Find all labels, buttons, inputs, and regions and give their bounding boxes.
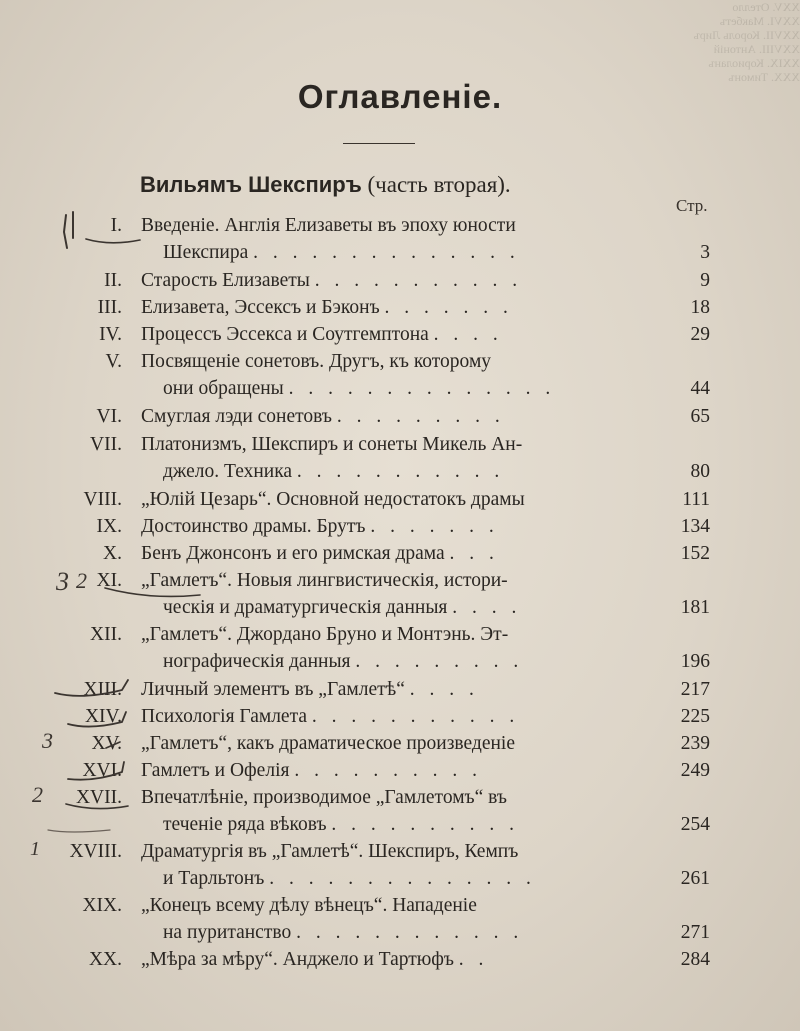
dot-leader: . . . . . . . (384, 297, 513, 318)
page-number: 152 (680, 543, 710, 564)
dot-leader: . . . . . . . . . . . . . . (269, 868, 536, 889)
chapter-title (141, 947, 651, 973)
pencil-number: 3 (42, 728, 53, 753)
toc-entry-line (0, 866, 800, 892)
chapter-title (163, 459, 673, 485)
chapter-title (163, 866, 673, 892)
chapter-title-text: Платонизмъ, Шекспиръ и сонеты Микель Ан- (141, 434, 523, 455)
chapter-number: XIX. (82, 895, 122, 916)
chapter-title (141, 785, 651, 811)
dot-leader: . . . . . . . . . . . . . . (253, 242, 520, 263)
chapter-title-text: Впечатлѣніе, производимое „Гамлетомъ“ въ (141, 787, 507, 808)
dot-leader: . . (458, 949, 489, 970)
chapter-title (141, 404, 651, 430)
chapter-title-text: и Тарльтонъ (163, 868, 265, 889)
chapter-title-text: „Гамлетъ“. Джордано Бруно и Монтэнь. Эт- (141, 624, 509, 645)
chapter-title-text: Введеніе. Англія Елизаветы въ эпоху юности (141, 215, 516, 236)
page-number: 111 (682, 489, 710, 510)
chapter-number: VII. (90, 434, 122, 455)
page-number: 196 (680, 651, 710, 672)
chapter-title (141, 731, 651, 757)
page-number: 254 (680, 814, 710, 835)
chapter-title-text: Смуглая лэди сонетовъ (141, 406, 332, 427)
chapter-title (163, 812, 673, 838)
toc-entry-line (0, 812, 800, 838)
toc-entry-line (0, 704, 800, 730)
chapter-title-text: „Мѣра за мѣру“. Анджело и Тартюфъ (141, 949, 454, 970)
chapter-number: XX. (88, 949, 122, 970)
chapter-title-text: Личный элементъ въ „Гамлетѣ“ (141, 679, 405, 700)
dot-leader: . . . . (433, 324, 503, 345)
chapter-number: VI. (96, 406, 122, 427)
page-number: 225 (680, 706, 710, 727)
pencil-number: 2 (76, 568, 87, 593)
chapter-number: IX. (96, 516, 122, 537)
chapter-title (141, 758, 651, 784)
dot-leader: . . . . . . . . . (355, 651, 524, 672)
page-number: 18 (690, 297, 710, 318)
pencil-number: 1 (30, 838, 40, 860)
page-number: 29 (690, 324, 710, 345)
page-number: 80 (690, 461, 710, 482)
chapter-title (141, 295, 651, 321)
toc-entry-line (0, 240, 800, 266)
chapter-title (141, 893, 651, 919)
section-heading-author: Вильямъ Шекспиръ (140, 172, 362, 197)
chapter-title-text: Бенъ Джонсонъ и его римская драма (141, 543, 445, 564)
page-number: 65 (690, 406, 710, 427)
toc-entry-line (0, 213, 800, 239)
toc-entry-line (0, 758, 800, 784)
chapter-title (141, 622, 651, 648)
title-divider (343, 143, 415, 144)
chapter-number: XIV. (84, 706, 122, 727)
chapter-number: VIII. (83, 489, 122, 510)
chapter-title (141, 704, 651, 730)
section-heading-part: (часть вторая). (367, 172, 511, 197)
page-number: 217 (680, 679, 710, 700)
chapter-number: XVIII. (69, 841, 122, 862)
toc-entry-line (0, 268, 800, 294)
chapter-title-text: Драматургія въ „Гамлетѣ“. Шекспиръ, Кемпъ (141, 841, 519, 862)
chapter-title (141, 568, 651, 594)
toc-entry-line (0, 541, 800, 567)
page-number: 249 (680, 760, 710, 781)
toc-entry-line (0, 568, 800, 594)
pencil-number: 3 (56, 567, 69, 596)
chapter-title-text: „Гамлетъ“, какъ драматическое произведеніе (141, 733, 515, 754)
toc-entry-line (0, 376, 800, 402)
toc-entry-line (0, 514, 800, 540)
toc-entry-line (0, 404, 800, 430)
chapter-title (141, 213, 651, 239)
chapter-title (141, 487, 651, 513)
chapter-title-text: джело. Техника (163, 461, 293, 482)
toc-entry-line (0, 322, 800, 348)
chapter-title (141, 514, 651, 540)
chapter-title-text: теченіе ряда вѣковъ (163, 814, 327, 835)
chapter-number: IV. (99, 324, 122, 345)
page-number: 261 (680, 868, 710, 889)
chapter-title-text: Психологія Гамлета (141, 706, 307, 727)
dot-leader: . . . . (409, 679, 479, 700)
chapter-title (141, 268, 651, 294)
dot-leader: . . . . . . . . . . . (296, 461, 505, 482)
toc-entry-line (0, 349, 800, 375)
chapter-title-text: Елизавета, Эссексъ и Бэконъ (141, 297, 380, 318)
chapter-number: XII. (90, 624, 122, 645)
toc-entry-line (0, 947, 800, 973)
toc-entry-line (0, 677, 800, 703)
toc-entry-line (0, 920, 800, 946)
chapter-title-text: Достоинство драмы. Брутъ (141, 516, 366, 537)
page-title: Оглавленіе. (297, 78, 503, 115)
chapter-title-text: на пуританство (163, 922, 292, 943)
toc-entry-line (0, 731, 800, 757)
page-number: 181 (680, 597, 710, 618)
dot-leader: . . . . . . . . . . (331, 814, 520, 835)
page-number: 3 (700, 242, 710, 263)
chapter-title-text: Шекспира (163, 242, 249, 263)
chapter-title-text: Процессъ Эссекса и Соутгемптона (141, 324, 429, 345)
page-number: 44 (690, 378, 710, 399)
chapter-title (141, 349, 651, 375)
page-number: 271 (680, 922, 710, 943)
chapter-title (141, 432, 651, 458)
chapter-number: III. (97, 297, 122, 318)
pencil-number: 2 (32, 782, 43, 807)
chapter-number: XI. (96, 570, 122, 591)
chapter-number: II. (104, 270, 122, 291)
chapter-title (141, 839, 651, 865)
bleed-through-text: XXV. Отелло XXVI. Макбетъ XXVII. Король Лиръ XXVIII. Антоній XXIX. Кориоланъ XXX. Тимонъ (693, 0, 800, 84)
toc-entry-line (0, 622, 800, 648)
dot-leader: . . . . . . . . . . . (314, 270, 523, 291)
page-column-label: Стр. (676, 196, 708, 215)
chapter-title-text: „Гамлетъ“. Новыя лингвистическія, истори- (141, 570, 508, 591)
toc-entry-line (0, 459, 800, 485)
toc-entry-line (0, 487, 800, 513)
page-number: 284 (680, 949, 710, 970)
chapter-number: XVI. (82, 760, 122, 781)
chapter-number: XIII. (83, 679, 122, 700)
chapter-title-text: „Конецъ всему дѣлу вѣнецъ“. Нападеніе (141, 895, 477, 916)
dot-leader: . . . . (452, 597, 522, 618)
chapter-title (163, 376, 673, 402)
chapter-title-text: „Юлій Цезарь“. Основной недостатокъ драмы (141, 489, 525, 510)
chapter-title (141, 541, 651, 567)
dot-leader: . . . . . . . . . . . (311, 706, 520, 727)
toc-entry-line (0, 839, 800, 865)
dot-leader: . . . . . . . (370, 516, 499, 537)
chapter-title-text: Посвященіе сонетовъ. Другъ, къ которому (141, 351, 492, 372)
toc-entry-line (0, 893, 800, 919)
chapter-title-text: нографическія данныя (163, 651, 351, 672)
chapter-title (141, 677, 651, 703)
chapter-title (163, 595, 673, 621)
page-number: 134 (680, 516, 710, 537)
chapter-title (163, 240, 673, 266)
toc-entry-line (0, 785, 800, 811)
chapter-title-text: они обращены (163, 378, 284, 399)
chapter-number: XVII. (75, 787, 122, 808)
chapter-title (163, 649, 673, 675)
toc-entry-line (0, 649, 800, 675)
chapter-number: XV. (91, 733, 122, 754)
chapter-title-text: Старость Елизаветы (141, 270, 310, 291)
toc-entry-line (0, 595, 800, 621)
toc-entry-line (0, 432, 800, 458)
toc-entry-line (0, 295, 800, 321)
chapter-title (163, 920, 673, 946)
dot-leader: . . . . . . . . . . . . (296, 922, 524, 943)
chapter-number: I. (110, 215, 122, 236)
dot-leader: . . . . . . . . . . (294, 760, 482, 781)
section-heading (140, 172, 511, 198)
chapter-number: X. (103, 543, 122, 564)
chapter-title-text: ческія и драматургическія данныя (163, 597, 448, 618)
chapter-number: V. (105, 351, 122, 372)
dot-leader: . . . . . . . . . (336, 406, 505, 427)
dot-leader: . . . (449, 543, 499, 564)
chapter-title-text: Гамлетъ и Офелія (141, 760, 290, 781)
page-number: 9 (700, 270, 710, 291)
dot-leader: . . . . . . . . . . . . . . (288, 378, 556, 399)
chapter-title (141, 322, 651, 348)
page-number: 239 (680, 733, 710, 754)
